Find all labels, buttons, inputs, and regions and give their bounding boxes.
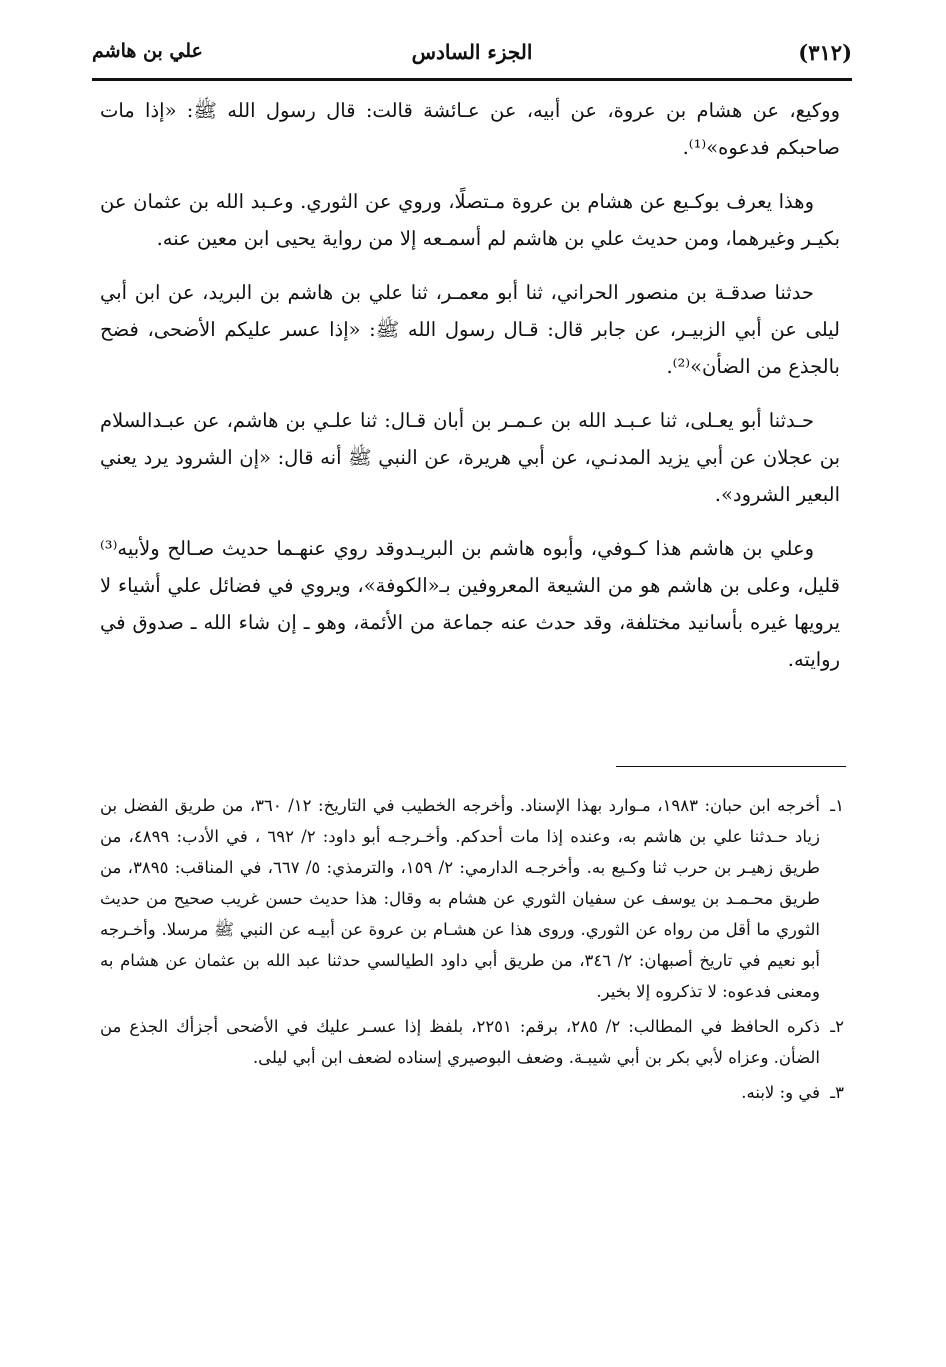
footnote-text: ذكره الحافظ في المطالب: ٢/ ٢٨٥، برقم: ٢٢٥١، بلفظ إذا عسـر عليك في الأضحى أجزأك الجذع من الضأن. وعزاه لأبي بكر بن أبي شيبـة. وضعف البوصيري إسناده لضعف ابن أبي ليلى. bbox=[100, 1017, 820, 1067]
footnote-text: أخرجه ابن حبان: ١٩٨٣، مـوارد بهذا الإسناد. وأخرجه الخطيب في التاريخ: ١٢/ ٣٦٠، من طريق الفضل بن زياد حـدثنا علي بن هاشم به، وعنده إذا مات أحدكم. وأخـرجـه أبو داود: ٢/ ٦٩٢ ، في الأدب: ٤٨٩٩، من طريق زهيـر بن حرب ثنا وكـيع به. وأخرجـه الدارمي: ٢/ ١٥٩، والترمذي: ٥/ ٦٦٧، في المناقب: ٣٨٩٥، من طريق محـمـد بن يوسف عن سفيان الثوري عن هشام به وقال: هذا حديث حسن غريب صحيح من حديث الثوري ما أقل من رواه عن الثوري. وروى هذا عن هشـام بن عروة عن أبيـه عن النبي ﷺ مرسلا. وأخـرجه أبو نعيم في تاريخ أصبهان: ٢/ ٣٤٦، من طريق أبي داود الطيالسي حدثنا عبد الله بن عثمان عن هشام به ومعنى فدعوه: لا تذكروه إلا بخير. bbox=[100, 796, 821, 1001]
running-title: علي بن هاشم bbox=[92, 40, 203, 62]
footnote-separator bbox=[616, 766, 846, 767]
page-number: (٣١٢) bbox=[798, 40, 852, 65]
footnote bbox=[100, 1077, 844, 1108]
header-rule bbox=[92, 78, 852, 81]
footnotes bbox=[100, 790, 844, 1112]
footnote bbox=[100, 790, 844, 1007]
main-text bbox=[100, 92, 840, 695]
footnote-text: في و: لابنه. bbox=[741, 1083, 820, 1102]
paragraph: حدثنا صدقـة بن منصور الحراني، ثنا أبو معمـر، ثنا علي بن هاشم بن البريد، عن ابن أبي ليلى عن أبي الزبيـر، عن جابر قال: قـال رسول الله ﷺ: «إذا عسر عليكم الأضحى، فضح بالجذع من الضأن»⁽²⁾. bbox=[100, 281, 840, 378]
footnote-number: ١ـ bbox=[830, 796, 844, 815]
part-title: الجزء السادس bbox=[411, 40, 533, 64]
paragraph: وعلي بن هاشم هذا كـوفي، وأبوه هاشم بن البريـدوقد روي عنهـما حديث صـالح ولأبيه⁽³⁾ قليل، وعلى بن هاشم هو من الشيعة المعروفين بـ«الكوفة»، ويروي في فضائل علي أشياء لا يرويها غيره بأسانيد مختلفة، وقد حدث عنه جماعة من الأئمة، وهو ـ إن شاء الله ـ صدوق في روايته. bbox=[100, 537, 840, 671]
footnote-number: ٣ـ bbox=[830, 1083, 844, 1102]
footnote-number: ٢ـ bbox=[830, 1017, 844, 1036]
paragraph: وهذا يعرف بوكـيع عن هشام بن عروة مـتصلًا، وروي عن الثوري. وعـبد الله بن عثمان عن بكيـر وغيرهما، ومن حديث علي بن هاشم لم أسمـعه إلا من رواية يحيى ابن معين عنه. bbox=[100, 190, 840, 250]
paragraph: ووكيع، عن هشام بن عروة، عن أبيه، عن عـائشة قالت: قال رسول الله ﷺ: «إذا مات صاحبكم فدعوه»⁽¹⁾. bbox=[100, 99, 840, 159]
paragraph: حـدثنا أبو يعـلى، ثنا عـبـد الله بن عـمـر بن أبان قـال: ثنا علـي بن هاشم، عن عبـدالسلام بن عجلان عن أبي يزيد المدنـي، عن أبي هريرة، عن النبي ﷺ أنه قال: «إن الشرود يرد يعني البعير الشرود». bbox=[100, 409, 840, 506]
page-header bbox=[92, 36, 852, 76]
footnote bbox=[100, 1011, 844, 1073]
